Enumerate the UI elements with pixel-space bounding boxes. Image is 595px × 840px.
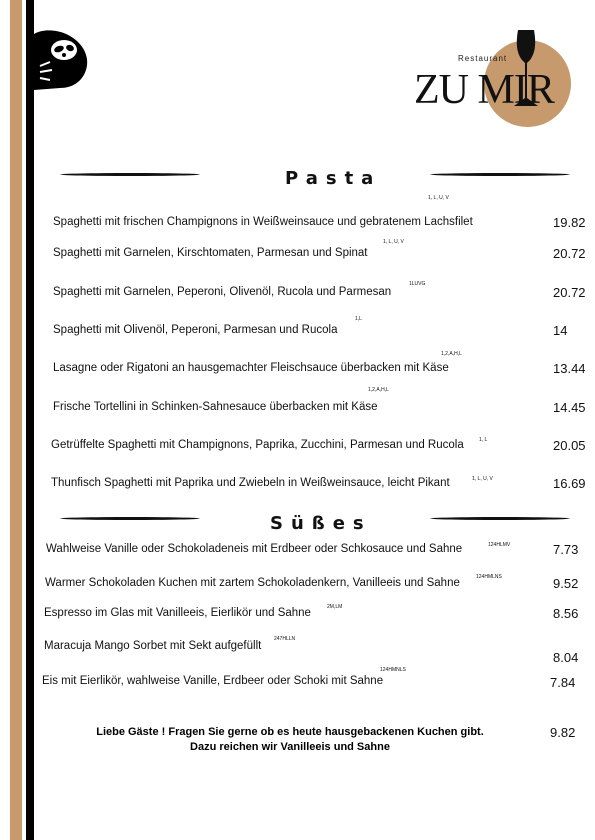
allergen-codes: 124HMNLS: [380, 667, 406, 673]
suesses-rule-left: [60, 517, 200, 520]
menu-item-name: Wahlweise Vanille oder Schokoladeneis mit Erdbeer oder Schkosauce und Sahne: [46, 543, 463, 555]
footer-line-1: Liebe Gäste ! Fragen Sie gerne ob es heute hausgebackenen Kuchen gibt.: [96, 726, 484, 738]
suesses-title: Süßes: [270, 513, 372, 534]
allergen-codes: 1, L: [479, 437, 488, 443]
allergen-codes: 124HLMV: [488, 542, 511, 548]
allergen-codes: 1LUVG: [409, 281, 426, 287]
menu-item-name: Getrüffelte Spaghetti mit Champignons, Paprika, Zucchini, Parmesan und Rucola: [51, 439, 464, 451]
suesses-rule-right: [430, 517, 570, 520]
menu-item-name: Spaghetti mit frischen Champignons in Weißweinsauce und gebratenem Lachsfilet: [53, 216, 473, 228]
allergen-codes: 1,L: [355, 316, 362, 322]
menu-item-price: 8.56: [553, 606, 579, 621]
pasta-rule-right: [430, 173, 570, 176]
allergen-codes: 2M,LM: [327, 604, 343, 610]
menu-item-price: 7.84: [550, 675, 576, 690]
menu-item-name: Lasagne oder Rigatoni an hausgemachter Fleischsauce überbacken mit Käse: [53, 362, 449, 374]
menu-item-price: 14: [553, 323, 568, 338]
allergen-codes: 1,2,A,H,L: [441, 351, 462, 357]
allergen-codes: 124HMLNS: [476, 574, 502, 580]
pasta-title: Pasta: [285, 168, 382, 189]
restaurant-logo: [410, 28, 575, 136]
allergen-codes: 1, L, U, V: [428, 195, 449, 201]
menu-item-price: 13.44: [553, 361, 586, 376]
menu-item-name: Eis mit Eierlikör, wahlweise Vanille, Erdbeer oder Schoki mit Sahne: [42, 675, 384, 687]
menu-item-price: 16.69: [553, 476, 586, 491]
menu-item-name: Espresso im Glas mit Vanilleeis, Eierlikör und Sahne: [44, 607, 311, 619]
allergen-codes: 1, L, U, V: [383, 239, 404, 245]
left-tan-stripe: [10, 0, 22, 840]
allergen-codes: 1,2,A,H,L: [368, 387, 389, 393]
footer-price: 9.82: [550, 725, 576, 740]
menu-item-price: 20.72: [553, 285, 586, 300]
menu-item-name: Spaghetti mit Garnelen, Kirschtomaten, Parmesan und Spinat: [53, 247, 368, 259]
menu-item-price: 8.04: [553, 650, 579, 665]
footer-line-2: Dazu reichen wir Vanilleeis und Sahne: [190, 741, 390, 753]
menu-item-price: 20.72: [553, 246, 586, 261]
sloth-icon: [34, 28, 90, 92]
logo-small-text: Restaurant: [458, 54, 508, 63]
allergen-codes: 247HLLN: [274, 636, 296, 642]
left-black-stripe: [26, 0, 34, 840]
menu-item-price: 14.45: [553, 400, 586, 415]
menu-item-price: 9.52: [553, 576, 579, 591]
menu-item-name: Maracuja Mango Sorbet mit Sekt aufgefüllt: [44, 640, 262, 652]
menu-item-price: 19.82: [553, 215, 586, 230]
pasta-rule-left: [60, 173, 200, 176]
menu-item-price: 20.05: [553, 438, 586, 453]
menu-item-name: Spaghetti mit Olivenöl, Peperoni, Parmesan und Rucola: [53, 324, 338, 336]
menu-item-price: 7.73: [553, 542, 579, 557]
menu-item-name: Frische Tortellini in Schinken-Sahnesauce überbacken mit Käse: [53, 401, 378, 413]
menu-item-name: Thunfisch Spaghetti mit Paprika und Zwiebeln in Weißweinsauce, leicht Pikant: [51, 477, 450, 489]
menu-item-name: Spaghetti mit Garnelen, Peperoni, Olivenöl, Rucola und Parmesan: [53, 286, 392, 298]
allergen-codes: 1, L, U, V: [472, 476, 493, 482]
menu-item-name: Warmer Schokoladen Kuchen mit zartem Schokoladenkern, Vanilleeis und Sahne: [45, 577, 460, 589]
logo-main-text: ZU MIR: [414, 67, 554, 113]
footer-note: [60, 725, 520, 755]
